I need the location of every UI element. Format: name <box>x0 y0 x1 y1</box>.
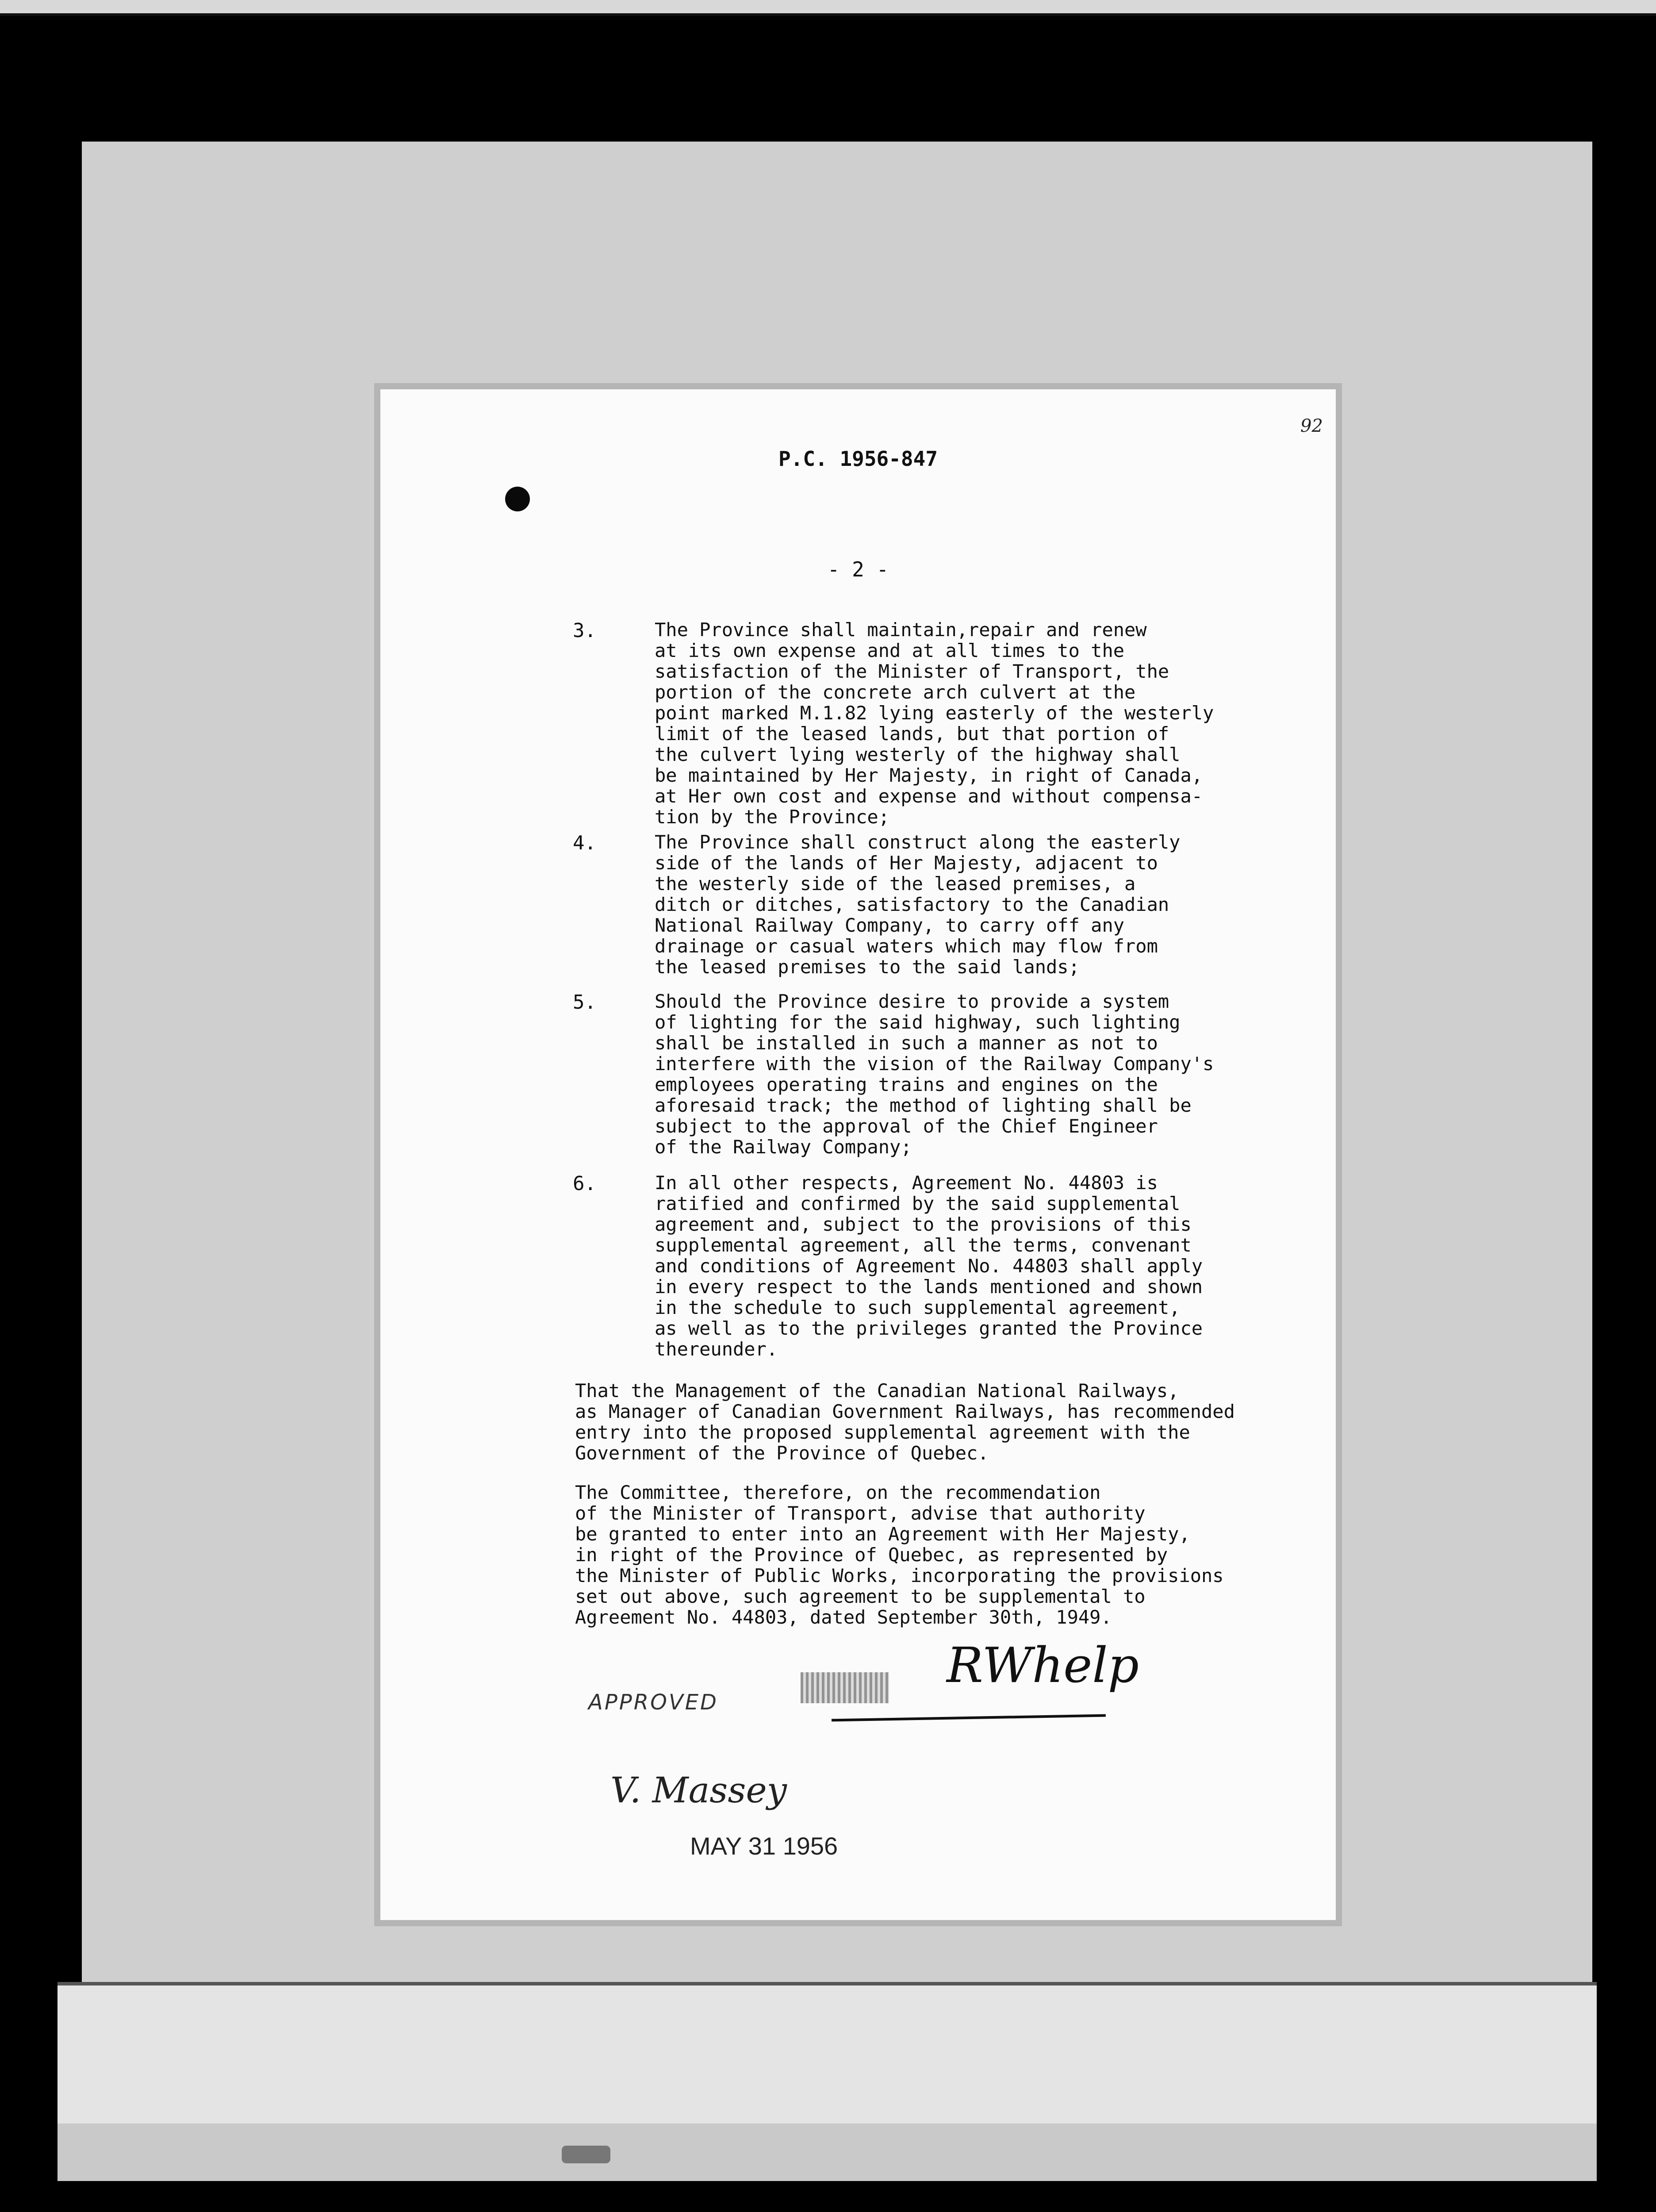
clause-number: 3. <box>573 619 596 642</box>
document-sheet <box>380 389 1336 1920</box>
clause-number: 5. <box>573 991 596 1014</box>
clerk-signature: RWhelp <box>947 1637 1139 1694</box>
management-paragraph: That the Management of the Canadian National Railways, as Manager of Canadian Government Railways, has recommended entry into the proposed supplemental agreement with the Government of the Province of Quebec. <box>575 1380 1235 1464</box>
clause-text: In all other respects, Agreement No. 44803 is ratified and confirmed by the said supplemental agreement and, subject to the provisions of this supplemental agreement, all the terms, convenant and conditions of Agreement No. 44803 shall apply in every respect to the lands mentioned and shown in the schedule to such supplemental agreement, as well as to the privileges granted the Province thereunder. <box>655 1172 1203 1360</box>
clause-text: The Province shall construct along the easterly side of the lands of Her Majesty, adjacent to the westerly side of the leased premises, a ditch or ditches, satisfactory to the Canadian National Railway Company, to carry off any drainage or casual waters which may flow from the leased premises to the said lands; <box>655 831 1181 978</box>
stamp-smudge <box>801 1672 889 1703</box>
backing-bottom-strip <box>58 2124 1597 2181</box>
page-number: - 2 - <box>827 557 889 581</box>
clause-text: The Province shall maintain,repair and renew at its own expense and at all times to the satisfaction of the Minister of Transport, the portion of the concrete arch culvert at the point marked M.1.82 lying easterly of the westerly limit of the leased lands, but that portion of the culvert lying westerly of the highway shall be maintained by Her Majesty, in right of Canada, at Her own cost and expense and without compensa- tion by the Province; <box>655 619 1214 828</box>
governor-general-signature: V. Massey <box>610 1770 787 1811</box>
clause-number: 4. <box>573 832 596 854</box>
clause-text: Should the Province desire to provide a system of lighting for the said highway, such lighting shall be installed in such a manner as not to interfere with the vision of the Railway Company's employees operating trains and engines on the aforesaid track; the method of lighting shall be subject to the approval of the Chief Engineer of the Railway Company; <box>655 991 1214 1158</box>
approval-date-stamp: MAY 31 1956 <box>690 1832 838 1860</box>
punch-hole <box>505 487 530 511</box>
clip-mark <box>562 2146 610 2163</box>
film-top-edge <box>0 0 1656 16</box>
backing-lower-strip <box>58 1982 1597 2131</box>
committee-paragraph: The Committee, therefore, on the recommendation of the Minister of Transport, advise that authority be granted to enter into an Agreement with Her Majesty, in right of the Province of Quebec, as represented by the Minister of Public Works, incorporating the provisions set out above, such agreement to be supplemental to Agreement No. 44803, dated September 30th, 1949. <box>575 1482 1224 1628</box>
signature-underline <box>832 1714 1106 1722</box>
order-in-council-reference: P.C. 1956-847 <box>778 447 938 471</box>
approved-stamp: APPROVED <box>588 1690 718 1715</box>
folio-number: 92 <box>1300 416 1323 436</box>
clause-number: 6. <box>573 1172 596 1195</box>
